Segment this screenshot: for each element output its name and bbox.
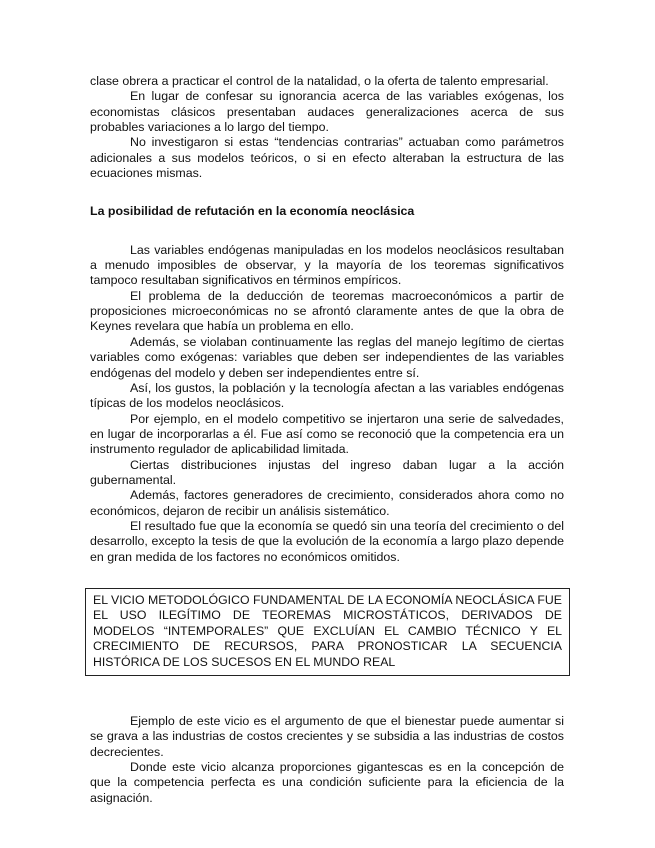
highlight-box	[85, 588, 570, 676]
paragraph: Las variables endógenas manipuladas en los modelos neoclásicos resultaban a menudo imposibles de observar, y la mayoría de los teoremas significativos tampoco resultaban significativos en términos empíricos.	[90, 242, 564, 288]
paragraph: Además, se violaban continuamente las reglas del manejo legítimo de ciertas variables como exógenas: variables que deben ser independientes de las variables endógenas del modelo y deben ser independientes entre sí.	[90, 334, 564, 380]
paragraph: Ejemplo de este vicio es el argumento de que el bienestar puede aumentar si se grava a las industrias de costos crecientes y se subsidia a las industrias de costos decrecientes.	[90, 714, 564, 759]
paragraph: Ciertas distribuciones injustas del ingreso daban lugar a la acción gubernamental.	[90, 457, 564, 487]
paragraph: No investigaron si estas “tendencias contrarias” actuaban como parámetros adicionales a sus modelos teóricos, o si en efecto alteraban la estructura de las ecuaciones mismas.	[90, 135, 564, 181]
document-page	[90, 74, 564, 806]
paragraph: En lugar de confesar su ignorancia acerca de las variables exógenas, los economistas clásicos presentaban audaces generalizaciones acerca de sus probables variaciones a lo largo del tiempo.	[90, 89, 564, 135]
section-heading: La posibilidad de refutación en la economía neoclásica	[90, 204, 415, 219]
paragraph: Así, los gustos, la población y la tecnología afectan a las variables endógenas típicas de los modelos neoclásicos.	[90, 380, 564, 411]
paragraph: El problema de la deducción de teoremas macroeconómicos a partir de proposiciones microeconómicas no se afrontó claramente antes de que la obra de Keynes revelara que había un problema en ello.	[90, 288, 564, 334]
boxed-statement: EL VICIO METODOLÓGICO FUNDAMENTAL DE LA ECONOMÍA NEOCLÁSICA FUE EL USO ILEGÍTIMO DE TEOREMAS MICROSTÁTICOS, DERIVADOS DE MODELOS “INTEMPORALES” QUE EXCLUÍAN EL CAMBIO TÉCNICO Y EL CRECIMIENTO DE RECURSOS, PARA PRONOSTICAR LA SECUENCIA HISTÓRICA DE LOS SUCESOS EN EL MUNDO REAL	[93, 592, 562, 669]
paragraph: El resultado fue que la economía se quedó sin una teoría del crecimiento o del desarrollo, excepto la tesis de que la evolución de la economía a largo plazo depende en gran medida de los factores no económicos omitidos.	[90, 518, 564, 564]
paragraph: Además, factores generadores de crecimiento, considerados ahora como no económicos, dejaron de recibir un análisis sistemático.	[90, 488, 564, 518]
paragraph: clase obrera a practicar el control de la natalidad, o la oferta de talento empresarial.	[90, 74, 549, 88]
paragraph: Por ejemplo, en el modelo competitivo se injertaron una serie de salvedades, en lugar de incorporarlas a él. Fue así como se reconoció que la competencia era un instrumento regulador de aplicabilidad limitada.	[90, 411, 564, 457]
paragraph: Donde este vicio alcanza proporciones gigantescas es en la concepción de que la competencia perfecta es una condición suficiente para la eficiencia de la asignación.	[90, 760, 564, 805]
